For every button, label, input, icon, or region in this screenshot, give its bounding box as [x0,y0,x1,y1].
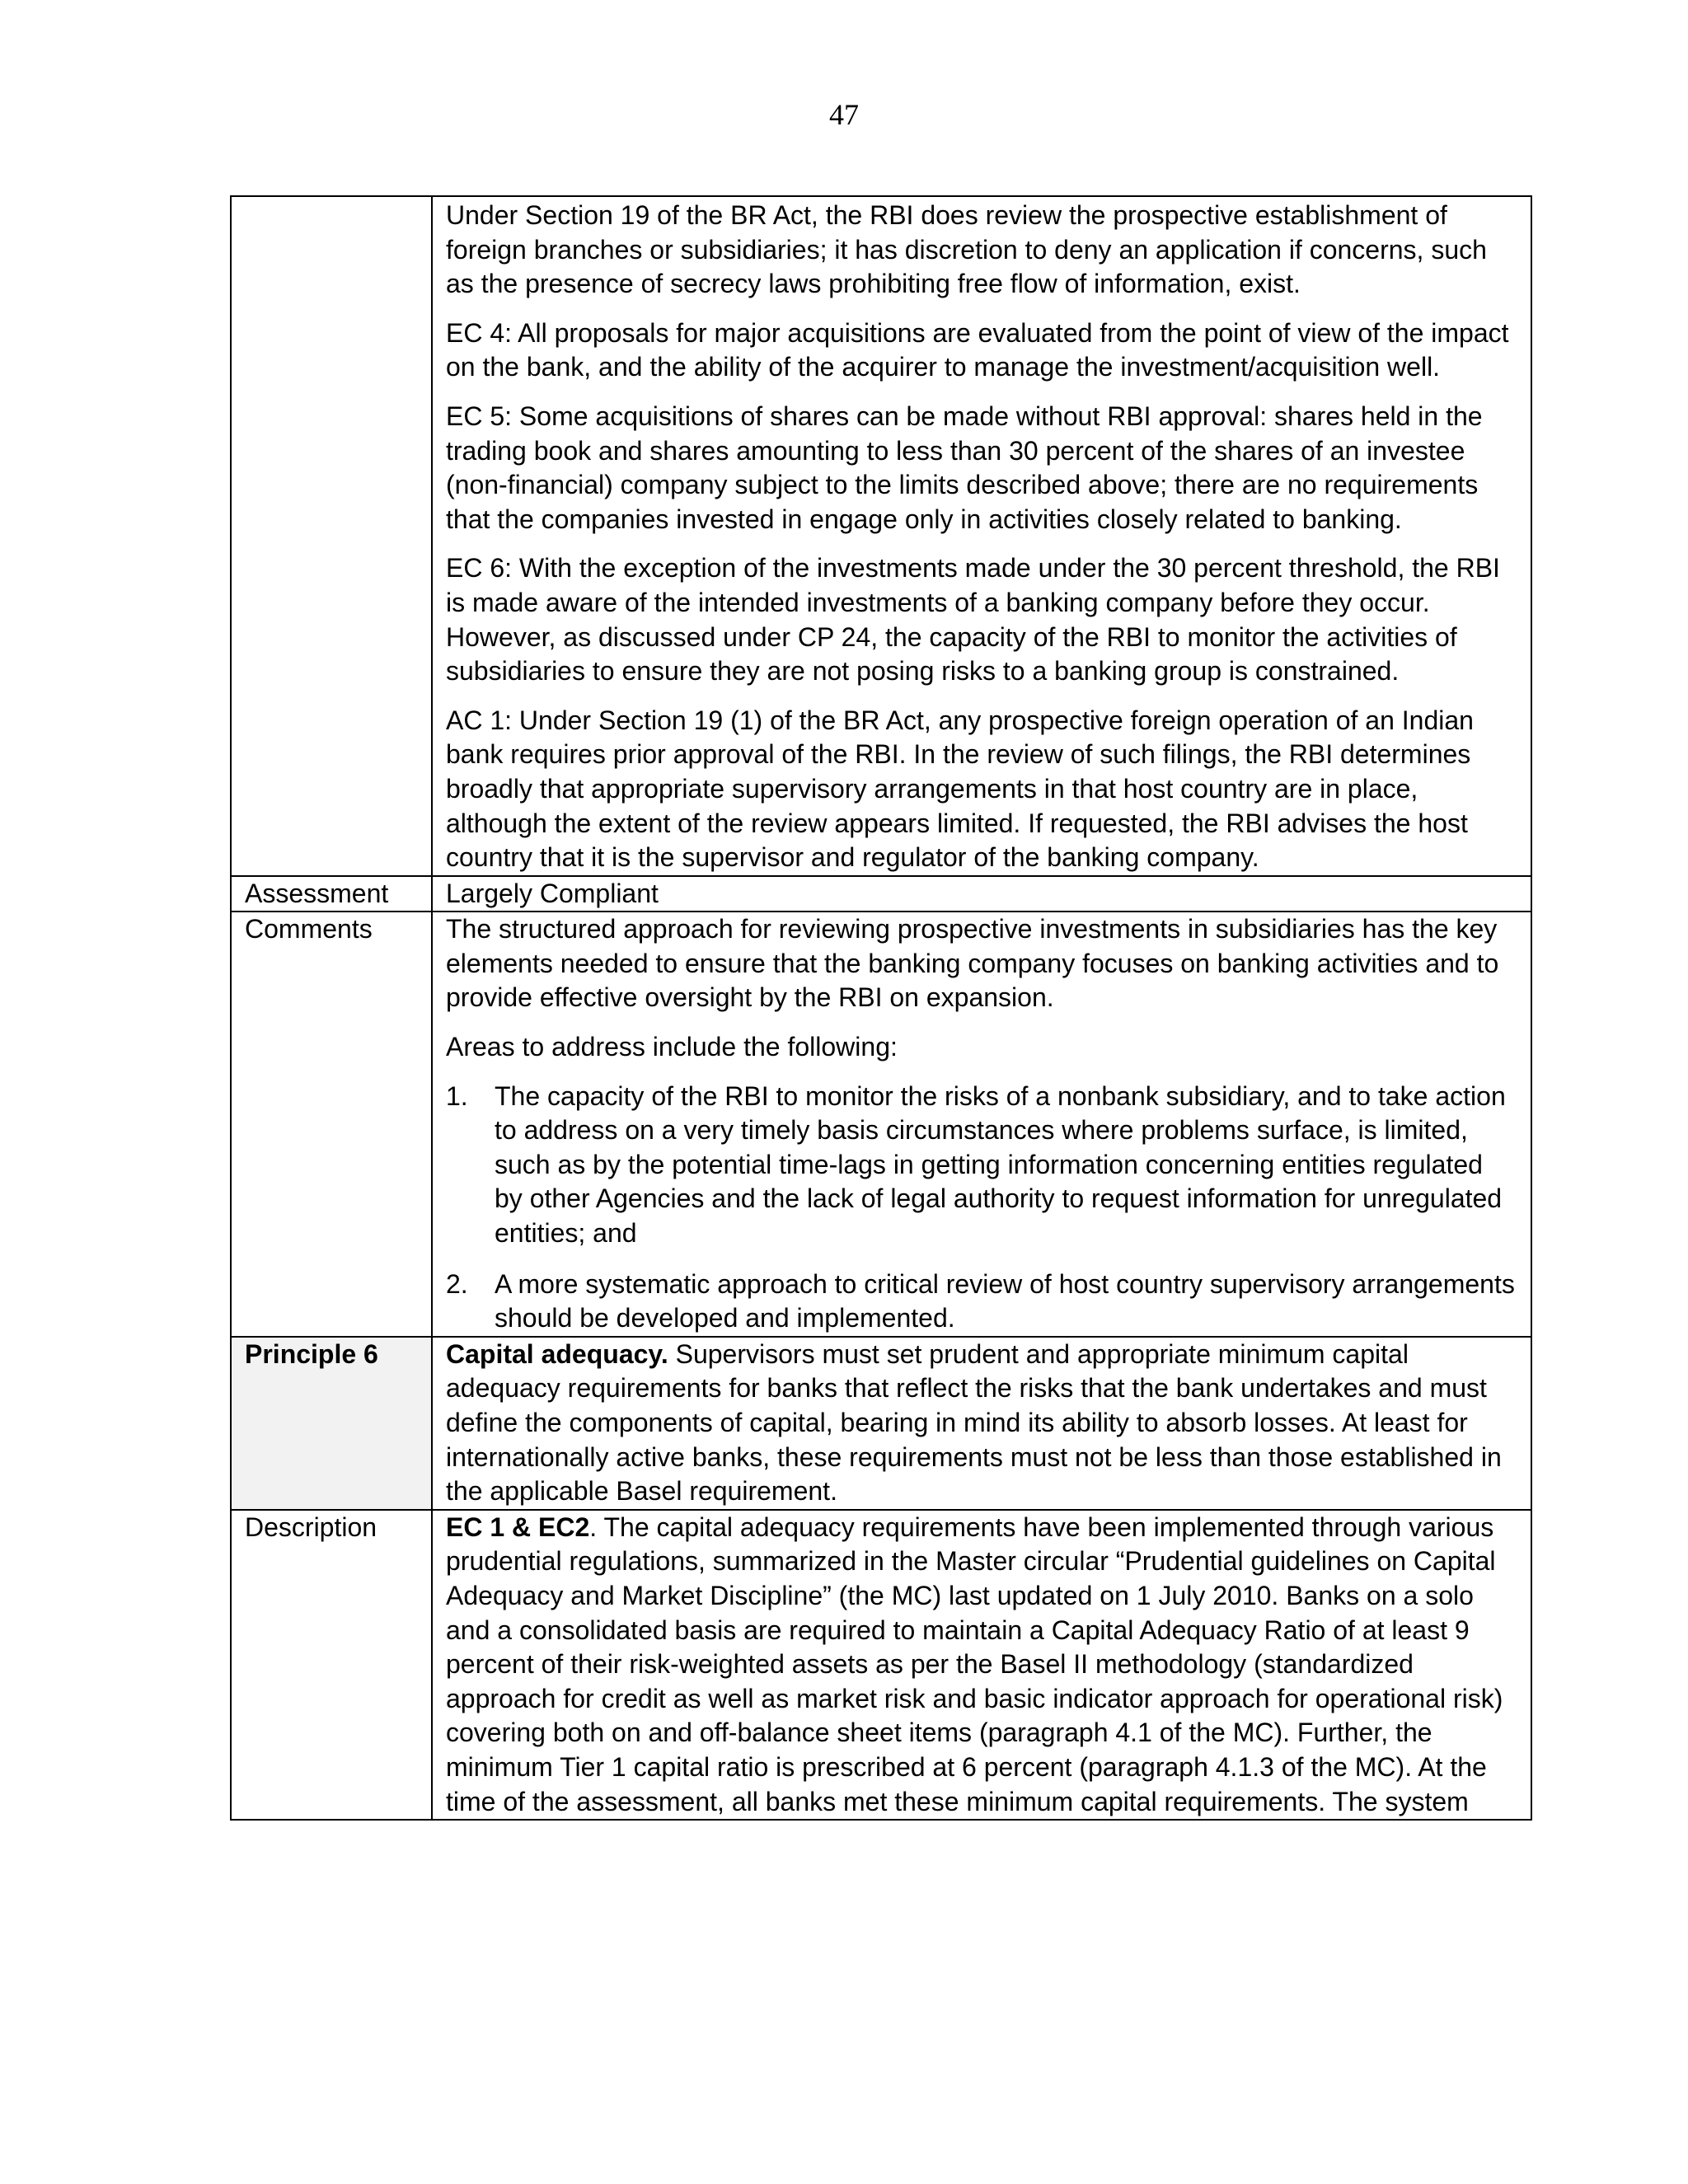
continuation-paragraph-ec4: EC 4: All proposals for major acquisitions are evaluated from the point of view of the impact on the bank, and the ability of the acquirer to manage the investment/acquisition well. [446,317,1509,382]
list-item-number: 2. [446,1268,468,1299]
list-item-text: A more systematic approach to critical review of host country supervisory arrangements should be developed and implemented. [495,1268,1515,1333]
description-lead: EC 1 & EC2 [446,1511,590,1542]
description-text: . The capital adequacy requirements have been implemented through various prudential regulations, summarized in the Master circular “Prudential guidelines on Capital Adequacy and Market Discipline” (the MC) last updated on 1 July 2010. Banks on a solo and a consolidated basis are required to maintain a Capital Adequacy Ratio of at least 9 percent of their risk-weighted assets as per the Basel II methodology (standardized approach for credit as well as market risk and basic indicator approach for operational risk) covering both on and off-balance sheet items (paragraph 4.1 of the MC). Further, the minimum Tier 1 capital ratio is prescribed at 6 percent (paragraph 4.1.3 of the MC). At the time of the assessment, all banks met these minimum capital requirements. The system [446,1511,1503,1816]
table-row-comments [231,912,1531,1337]
continuation-paragraph-ec6: EC 6: With the exception of the investments made under the 30 percent threshold, the RBI is made aware of the intended investments of a banking company before they occur. However, as discussed under CP 24, the capacity of the RBI to monitor the activities of subsidiaries to ensure they are not posing risks to a banking group is constrained. [446,553,1500,687]
continuation-paragraph-section19: Under Section 19 of the BR Act, the RBI does review the prospective establishment of foreign branches or subsidiaries; it has discretion to deny an application if concerns, such as the presence of secrecy laws prohibiting free flow of information, exist. [446,200,1487,299]
list-item [446,1080,1517,1251]
comments-label: Comments [231,912,432,1337]
principle-title: Capital adequacy. [446,1338,668,1369]
assessment-table [230,195,1532,1821]
principle-cell [432,1337,1531,1510]
principle-label: Principle 6 [231,1337,432,1510]
continuation-cell [432,196,1531,876]
page-number: 47 [829,98,859,131]
list-item-number: 1. [446,1080,468,1111]
list-item [446,1268,1517,1336]
continuation-paragraph-ac1: AC 1: Under Section 19 (1) of the BR Act, any prospective foreign operation of an Indian bank requires prior approval of the RBI. In the review of such filings, the RBI determines broadly that appropriate supervisory arrangements in that host country are in place, although the extent of the review appears limited. If requested, the RBI advises the host country that it is the supervisor and regulator of the banking company. [446,705,1474,873]
assessment-label: Assessment [231,876,432,912]
empty-label-cell [231,196,432,876]
comments-paragraph-areas: Areas to address include the following: [446,1032,898,1062]
comments-issue-list [446,1080,1517,1336]
table-row-assessment [231,876,1531,912]
assessment-value: Largely Compliant [432,876,1531,912]
table-row-description [231,1510,1531,1820]
comments-cell [432,912,1531,1337]
table-row-principle [231,1337,1531,1510]
list-item-text: The capacity of the RBI to monitor the risks of a nonbank subsidiary, and to take action to address on a very timely basis circumstances where problems surface, is limited, such as by the potential time-lags in getting information concerning entities regulated by other Agencies and the lack of legal authority to request information for unregulated entities; and [495,1080,1506,1249]
principle-text: Supervisors must set prudent and appropriate minimum capital adequacy requirements for banks that reflect the risks that the bank undertakes and must define the components of capital, bearing in mind its ability to absorb losses. At least for internationally active banks, these requirements must not be less than those established in the applicable Basel requirement. [446,1338,1502,1507]
table-row-continuation [231,196,1531,876]
comments-paragraph-intro: The structured approach for reviewing prospective investments in subsidiaries has the key elements needed to ensure that the banking company focuses on banking activities and to provide effective oversight by the RBI on expansion. [446,914,1499,1013]
description-cell [432,1510,1531,1820]
continuation-paragraph-ec5: EC 5: Some acquisitions of shares can be made without RBI approval: shares held in the trading book and shares amounting to less than 30 percent of the shares of an investee (non-financial) company subject to the limits described above; there are no requirements that the companies invested in engage only in activities closely related to banking. [446,401,1483,534]
description-label: Description [231,1510,432,1820]
